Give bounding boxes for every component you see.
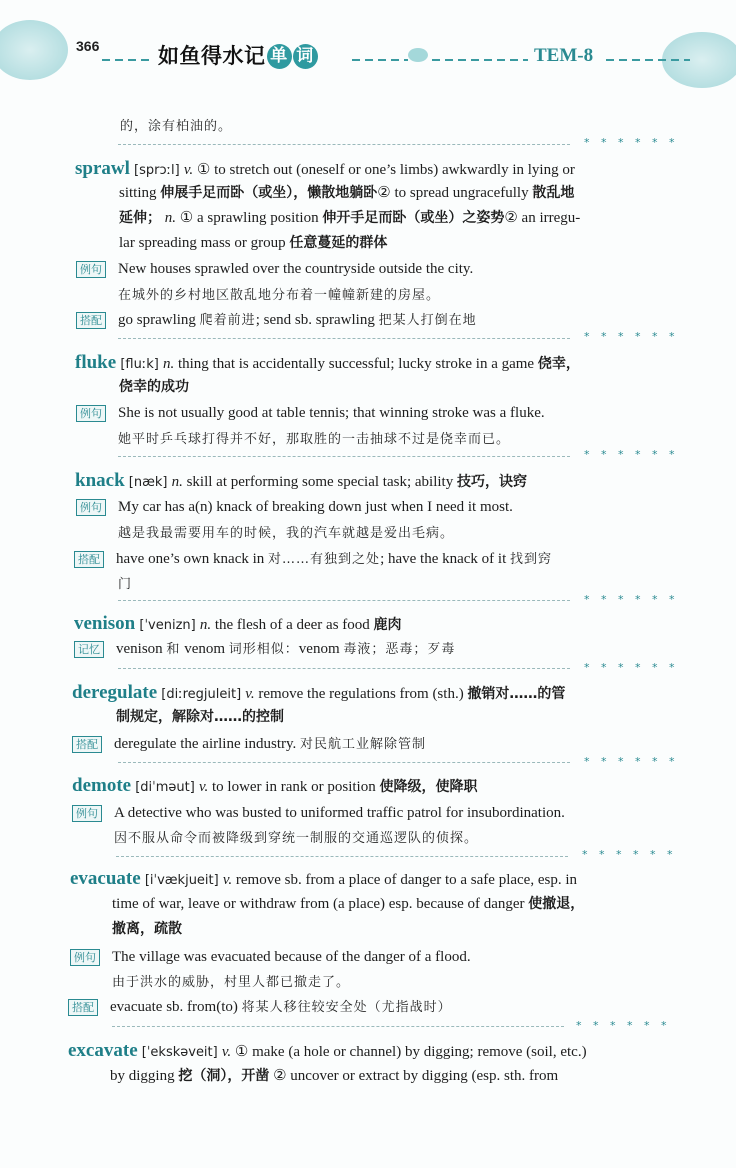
entry-text: 鹿肉 — [373, 617, 402, 633]
phonetic: [iˈvækjueit] — [140, 873, 223, 888]
entry-text: 使降级，使降职 — [379, 779, 478, 795]
entry-line — [75, 470, 527, 493]
entry-text: 伸开手足而卧（或坐）之姿势 — [322, 210, 505, 226]
entry-text: ② uncover or extract by digging (esp. sth. from — [269, 1068, 559, 1084]
entry-text: deregulate the airline industry. — [114, 736, 301, 752]
book-title — [158, 40, 318, 70]
label-tag: 搭配 — [68, 999, 98, 1016]
entry-line — [116, 549, 552, 570]
entry-line — [118, 574, 132, 595]
headword: venison — [74, 613, 136, 634]
entry-text: ① make (a hole or channel) by digging; remove (soil, etc.) — [231, 1044, 587, 1060]
entry-text: ; send sb. sprawling — [255, 312, 379, 328]
separator-stars: * * * * * * — [584, 661, 679, 674]
entry-text: 将某人移往较安全处（尤指战时） — [241, 1000, 452, 1015]
entry-text: v. — [222, 872, 233, 888]
entry-text: ② to spread ungracefully — [377, 185, 533, 201]
separator-stars: * * * * * * — [584, 136, 679, 149]
entry-text: n. — [162, 356, 175, 372]
entry-line — [112, 972, 350, 993]
entry-line — [112, 894, 584, 915]
entry-text: remove sb. from a place of danger to a safe place, esp. in — [232, 872, 577, 888]
entry-text: venom — [298, 641, 344, 657]
entry-text: 对……有独到之处 — [268, 552, 381, 567]
entry-line — [118, 259, 473, 280]
entry-text: 制规定，解除对……的控制 — [116, 709, 284, 725]
separator-stars: * * * * * * — [584, 755, 679, 768]
entry-line — [120, 116, 232, 137]
label-tag: 记忆 — [74, 641, 104, 658]
phonetic: [næk] — [124, 475, 172, 490]
separator — [118, 338, 570, 339]
entry-line — [116, 707, 284, 728]
page-header — [0, 0, 736, 100]
entry-line — [112, 919, 182, 940]
entry-text: 因不服从命令而被降级到穿统一制服的交通巡逻队的侦探。 — [114, 831, 479, 846]
fish-left-icon — [0, 20, 68, 80]
entry-line — [70, 868, 577, 891]
entry-text: the flesh of a deer as food — [211, 617, 374, 633]
entry-text: v. — [221, 1044, 232, 1060]
entry-text: 门 — [118, 577, 133, 592]
entry-text: 侥幸的成功 — [119, 379, 189, 395]
entry-text: 散乱地 — [532, 185, 575, 201]
entry-text: n. — [161, 210, 176, 226]
label-tag: 例句 — [70, 949, 100, 966]
entry-text: v. — [245, 686, 255, 702]
separator-stars: * * * * * * — [582, 848, 677, 861]
entry-text: to lower in rank or position — [208, 779, 380, 795]
entry-line — [114, 803, 565, 824]
label-tag: 例句 — [72, 805, 102, 822]
page-number: 366 — [76, 38, 100, 54]
entry-text: ② an irregu- — [504, 210, 581, 226]
label-tag: 例句 — [76, 499, 106, 516]
entry-line — [118, 523, 454, 544]
entry-text: n. — [199, 617, 212, 633]
exam-label: TEM-8 — [534, 45, 594, 66]
separator — [116, 856, 568, 857]
entry-text: 对民航工业解除管制 — [300, 737, 427, 752]
entry-line — [75, 158, 575, 181]
book-title-main: 如鱼得水记 — [158, 44, 266, 68]
entry-text: 侥幸， — [537, 356, 580, 372]
fish-small-icon — [408, 48, 428, 62]
separator — [118, 668, 570, 669]
entry-line — [119, 233, 387, 254]
phonetic: [ˈvenizn] — [135, 618, 200, 633]
entry-text: venom — [180, 641, 229, 657]
entry-text: go sprawling — [118, 312, 200, 328]
entry-line — [118, 403, 545, 424]
entry-text: skill at performing some special task; ability — [182, 474, 457, 490]
entry-text: 伸展手足而卧（或坐），懒散地躺卧 — [160, 185, 378, 201]
entry-text: 任意蔓延的群体 — [289, 235, 388, 251]
phonetic: [fluːk] — [116, 357, 163, 372]
entry-text: 把某人打倒在地 — [378, 313, 477, 328]
entry-text: She is not usually good at table tennis; that winning stroke was a fluke. — [118, 405, 545, 421]
phonetic: [ˈekskəveit] — [137, 1045, 222, 1060]
entry-text: time of war, leave or withdraw from (a place) esp. because of danger — [112, 896, 529, 912]
entry-text: sitting — [119, 185, 161, 201]
entry-text: v. — [198, 779, 209, 795]
separator — [112, 1026, 564, 1027]
entry-line — [74, 613, 402, 636]
entry-text: remove the regulations from (sth.) — [254, 686, 468, 702]
entry-line — [110, 997, 452, 1018]
label-tag: 例句 — [76, 261, 106, 278]
headword: demote — [72, 775, 132, 796]
phonetic: [sprɔːl] — [129, 163, 184, 178]
entry-line — [72, 682, 565, 705]
entry-line — [75, 352, 580, 375]
entry-text: 爬着前进 — [199, 313, 256, 328]
phonetic: [diˈməut] — [131, 780, 199, 795]
entry-text: New houses sprawled over the countryside outside the city. — [118, 261, 474, 277]
entry-text: A detective who was busted to uniformed traffic patrol for insubordination. — [114, 805, 565, 821]
entry-text: 使撤退， — [528, 896, 585, 912]
entry-line — [118, 285, 440, 306]
separator-stars: * * * * * * — [584, 593, 679, 606]
entry-line — [119, 208, 580, 229]
entry-line — [118, 429, 510, 450]
entry-line — [112, 947, 471, 968]
entry-text: 的，涂有柏油的。 — [120, 119, 233, 134]
separator-stars: * * * * * * — [576, 1019, 671, 1032]
separator — [118, 144, 570, 145]
entry-line — [72, 775, 477, 798]
entry-line — [119, 183, 574, 204]
entry-text: lar spreading mass or group — [119, 235, 290, 251]
separator — [118, 762, 570, 763]
entry-text: 词形相似： — [228, 642, 299, 657]
entry-line — [110, 1066, 558, 1087]
entry-text: 撤销对……的管 — [467, 686, 566, 702]
separator-stars: * * * * * * — [584, 448, 679, 461]
entry-text: The village was evacuated because of the danger of a flood. — [112, 949, 471, 965]
entry-text: thing that is accidentally successful; lucky stroke in a game — [174, 356, 538, 372]
separator — [118, 600, 570, 601]
entry-line — [114, 828, 478, 849]
headword: fluke — [75, 352, 117, 373]
entry-line — [118, 497, 513, 518]
label-tag: 搭配 — [74, 551, 104, 568]
separator — [118, 456, 570, 457]
book-title-circle-2: 词 — [293, 44, 318, 69]
headword: deregulate — [72, 682, 158, 703]
headword: excavate — [68, 1040, 138, 1061]
entry-text: venison — [116, 641, 167, 657]
entry-text: 越是我最需要用车的时候，我的汽车就越是爱出毛病。 — [118, 526, 455, 541]
entry-text: by digging — [110, 1068, 179, 1084]
entry-text: ① to stretch out (oneself or one’s limbs) awkwardly in lying or — [193, 162, 575, 178]
entry-line — [118, 310, 477, 331]
entry-text: ① a sprawling position — [176, 210, 323, 226]
entry-text: 撤离，疏散 — [112, 921, 182, 937]
entry-text: v. — [183, 162, 194, 178]
entry-text: 毒液；恶毒；歹毒 — [343, 642, 456, 657]
entry-line — [68, 1040, 587, 1063]
headword: evacuate — [70, 868, 141, 889]
separator-stars: * * * * * * — [584, 330, 679, 343]
entry-text: 和 — [166, 642, 181, 657]
entry-text: 她平时乒乓球打得并不好，那取胜的一击抽球不过是侥幸而已。 — [118, 432, 511, 447]
entry-text: 由于洪水的威胁，村里人都已撤走了。 — [112, 975, 351, 990]
entry-text: 延伸； — [119, 210, 161, 226]
label-tag: 例句 — [76, 405, 106, 422]
label-tag: 搭配 — [76, 312, 106, 329]
entry-text: 技巧，诀窍 — [456, 474, 527, 490]
entry-line — [114, 734, 426, 755]
headword: knack — [75, 470, 125, 491]
entry-text: 在城外的乡村地区散乱地分布着一幢幢新建的房屋。 — [118, 288, 441, 303]
entry-text: 找到窍 — [510, 552, 553, 567]
entry-text: 挖（洞），开凿 — [178, 1068, 270, 1084]
entry-text: evacuate sb. from(to) — [110, 999, 242, 1015]
fish-decoration — [0, 0, 736, 100]
entry-line — [116, 639, 455, 660]
headword: sprawl — [75, 158, 130, 179]
entry-line — [119, 377, 189, 398]
entry-text: ; have the knack of it — [380, 551, 511, 567]
phonetic: [diːregjuleit] — [157, 687, 246, 702]
entry-text: My car has a(n) knack of breaking down just when I need it most. — [118, 499, 513, 515]
entry-text: n. — [171, 474, 183, 490]
book-title-circle-1: 单 — [267, 44, 292, 69]
label-tag: 搭配 — [72, 736, 102, 753]
entry-text: have one’s own knack in — [116, 551, 269, 567]
